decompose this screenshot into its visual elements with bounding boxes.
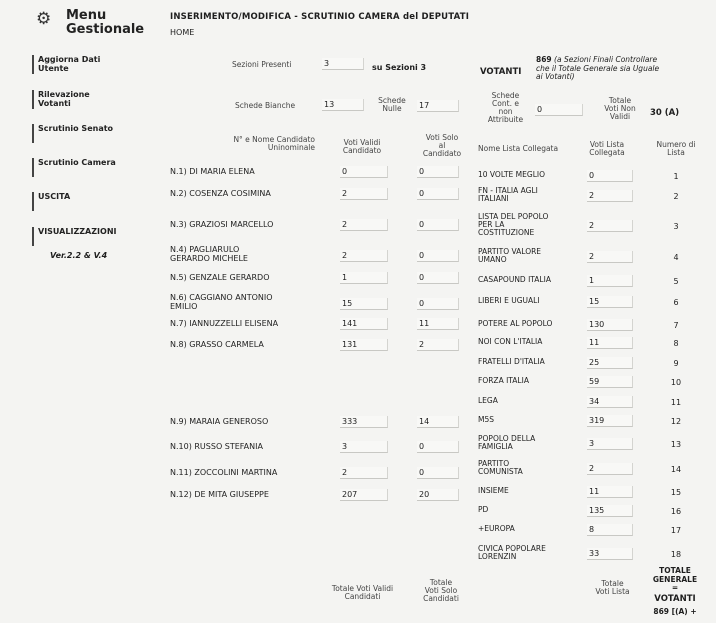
totale-generale-label: TOTALE GENERALE = VOTANTI 869 [(A) + <box>652 566 698 616</box>
col-header-voti-solo: Voti Solo al Candidato <box>422 133 462 158</box>
candidate-name <box>170 245 320 263</box>
candidate-name-line: N.1) DI MARIA ELENA <box>170 167 255 176</box>
voti-solo-field[interactable]: 0 <box>417 219 459 231</box>
numero-lista: 11 <box>670 398 682 407</box>
schede-bianche-field[interactable]: 13 <box>322 99 364 111</box>
list-name <box>478 545 583 561</box>
voti-lista-field[interactable]: 0 <box>587 170 633 182</box>
numero-lista: 14 <box>670 465 682 474</box>
numero-lista: 3 <box>673 222 679 231</box>
voti-validi-field[interactable]: 3 <box>340 441 388 453</box>
candidate-name <box>170 468 320 477</box>
voti-lista-field[interactable]: 2 <box>587 190 633 202</box>
list-name-line: PARTITO VALORE <box>478 247 542 256</box>
candidate-name-line: N.2) COSENZA COSIMINA <box>170 189 271 198</box>
list-name <box>478 435 583 451</box>
candidate-name <box>170 189 320 198</box>
list-name-line: PD <box>478 505 489 514</box>
numero-lista: 16 <box>670 507 682 516</box>
sidebar-item-scrutinio-senato[interactable]: Scrutinio Senato <box>38 124 113 133</box>
schede-nulle-field[interactable]: 17 <box>417 100 459 112</box>
numero-lista: 5 <box>673 277 679 286</box>
voti-validi-field[interactable]: 1 <box>340 272 388 284</box>
voti-lista-field[interactable]: 33 <box>587 548 633 560</box>
voti-validi-field[interactable]: 131 <box>340 339 388 351</box>
voti-solo-field[interactable]: 2 <box>417 339 459 351</box>
voti-lista-field[interactable]: 1 <box>587 275 633 287</box>
candidate-name-line: N.11) ZOCCOLINI MARTINA <box>170 468 278 477</box>
list-name-line: M5S <box>478 415 495 424</box>
numero-lista: 1 <box>673 172 679 181</box>
list-name-line: FN - ITALIA AGLI <box>478 186 538 195</box>
schede-bianche-label: Schede Bianche <box>235 101 296 110</box>
candidate-name <box>170 273 320 282</box>
numero-lista: 2 <box>673 192 679 201</box>
votanti-label: VOTANTI <box>480 67 522 77</box>
voti-solo-field[interactable]: 0 <box>417 298 459 310</box>
list-name-line: LORENZIN <box>478 552 517 561</box>
voti-lista-field[interactable]: 34 <box>587 396 633 408</box>
candidate-name-line: N.9) MARAIA GENEROSO <box>170 417 269 426</box>
page-title: INSERIMENTO/MODIFICA - SCRUTINIO CAMERA del DEPUTATI <box>170 12 470 22</box>
voti-lista-field[interactable]: 8 <box>587 524 633 536</box>
list-name <box>478 416 583 424</box>
sidebar-marker <box>32 55 34 74</box>
sidebar-item-aggiorna-dati[interactable]: Aggiorna Dati Utente <box>38 55 100 73</box>
list-name-line: CIVICA POPOLARE <box>478 544 546 553</box>
voti-validi-field[interactable]: 0 <box>340 166 388 178</box>
voti-lista-field[interactable]: 15 <box>587 296 633 308</box>
numero-lista: 9 <box>673 359 679 368</box>
sezioni-presenti-label: Sezioni Presenti <box>232 60 292 69</box>
candidate-name-line: N.3) GRAZIOSI MARCELLO <box>170 220 274 229</box>
list-name <box>478 487 583 495</box>
numero-lista: 12 <box>670 417 682 426</box>
list-name <box>478 297 583 305</box>
voti-validi-field[interactable]: 333 <box>340 416 388 428</box>
voti-validi-field[interactable]: 2 <box>340 467 388 479</box>
sidebar-marker <box>32 192 34 211</box>
totale-voti-non-validi-value: 30 (A) <box>650 108 680 118</box>
numero-lista: 18 <box>670 550 682 559</box>
voti-validi-field[interactable]: 2 <box>340 250 388 262</box>
numero-lista: 7 <box>673 321 679 330</box>
home-link[interactable]: HOME <box>170 28 195 37</box>
schede-nulle-label: Schede Nulle <box>378 96 406 113</box>
list-name <box>478 338 583 346</box>
version-label: Ver.2.2 & V.4 <box>50 251 108 260</box>
numero-lista: 17 <box>670 526 682 535</box>
list-name-line: COSTITUZIONE <box>478 228 535 237</box>
voti-validi-field[interactable]: 2 <box>340 188 388 200</box>
voti-solo-field[interactable]: 0 <box>417 188 459 200</box>
voti-solo-field[interactable]: 20 <box>417 489 459 501</box>
list-name <box>478 171 583 179</box>
numero-lista: 6 <box>673 298 679 307</box>
sidebar-item-rilevazione-votanti[interactable]: Rilevazione Votanti <box>38 90 90 108</box>
list-name <box>478 397 583 405</box>
menu-title: Menu Gestionale <box>66 8 145 37</box>
list-name-line: CASAPOUND ITALIA <box>478 275 551 284</box>
numero-lista: 8 <box>673 339 679 348</box>
voti-validi-field[interactable]: 15 <box>340 298 388 310</box>
list-name <box>478 506 583 514</box>
list-name-line: POTERE AL POPOLO <box>478 319 553 328</box>
list-name-line: INSIEME <box>478 486 509 495</box>
voti-validi-field[interactable]: 141 <box>340 318 388 330</box>
voti-solo-field[interactable]: 14 <box>417 416 459 428</box>
schede-cont-label: Schede Cont. e non Attribuite <box>487 91 524 124</box>
candidate-name <box>170 417 320 426</box>
voti-validi-field[interactable]: 207 <box>340 489 388 501</box>
list-name-line: LEGA <box>478 396 498 405</box>
list-name-line: FORZA ITALIA <box>478 376 529 385</box>
candidate-name <box>170 442 320 451</box>
list-name <box>478 525 583 533</box>
voti-lista-field[interactable]: 319 <box>587 415 633 427</box>
voti-lista-field[interactable]: 135 <box>587 505 633 517</box>
list-name <box>478 213 583 237</box>
list-name <box>478 187 583 203</box>
list-name <box>478 320 583 328</box>
candidate-name-line: N.12) DE MITA GIUSEPPE <box>170 490 269 499</box>
voti-lista-field[interactable]: 11 <box>587 486 633 498</box>
candidate-name <box>170 490 320 499</box>
numero-lista: 15 <box>670 488 682 497</box>
voti-lista-field[interactable]: 2 <box>587 220 633 232</box>
su-sezioni-label: su Sezioni 3 <box>372 63 427 72</box>
list-name-line: PARTITO <box>478 459 510 468</box>
candidate-name <box>170 220 320 229</box>
list-name-line: PER LA <box>478 220 505 229</box>
candidate-name <box>170 340 320 349</box>
sidebar <box>0 0 162 623</box>
votanti-note: 869 (a Sezioni Finali Controllare che il Totale Generale sia Uguale ai Votanti) <box>536 55 660 81</box>
totale-voti-non-validi-label: Totale Voti Non Validi <box>604 96 636 121</box>
list-name-line: UMANO <box>478 255 507 264</box>
candidate-name-line: GERARDO MICHELE <box>170 254 248 263</box>
voti-lista-field[interactable]: 130 <box>587 319 633 331</box>
list-name-line: ITALIANI <box>478 194 509 203</box>
candidate-name-line: N.6) CAGGIANO ANTONIO <box>170 293 273 302</box>
candidate-name-line: N.5) GENZALE GERARDO <box>170 273 270 282</box>
voti-solo-field[interactable]: 0 <box>417 272 459 284</box>
list-name-line: LISTA DEL POPOLO <box>478 212 549 221</box>
candidate-name-line: N.10) RUSSO STEFANIA <box>170 442 263 451</box>
sidebar-marker <box>32 158 34 177</box>
totale-voti-lista-label: Totale Voti Lista <box>595 579 630 596</box>
voti-lista-field[interactable]: 59 <box>587 376 633 388</box>
list-name-line: 10 VOLTE MEGLIO <box>478 170 545 179</box>
col-header-nome-lista: Nome Lista Collegata <box>478 144 559 153</box>
candidate-name <box>170 293 320 311</box>
col-header-voti-validi: Voti Validi Candidato <box>342 138 382 155</box>
list-name <box>478 248 583 264</box>
list-name-line: POPOLO DELLA <box>478 434 536 443</box>
voti-lista-field[interactable]: 25 <box>587 357 633 369</box>
list-name-line: FRATELLI D'ITALIA <box>478 357 545 366</box>
sidebar-item-scrutinio-camera[interactable]: Scrutinio Camera <box>38 158 116 167</box>
list-name-line: +EUROPA <box>478 524 515 533</box>
totale-voti-validi-label: Totale Voti Validi Candidati <box>331 584 394 601</box>
list-name <box>478 358 583 366</box>
col-header-candidato: N° e Nome Candidato Uninominale <box>233 135 315 152</box>
candidate-name-line: N.8) GRASSO CARMELA <box>170 340 264 349</box>
candidate-name <box>170 167 320 176</box>
list-name-line: NOI CON L'ITALIA <box>478 337 543 346</box>
sidebar-marker <box>32 227 34 246</box>
sezioni-presenti-field[interactable]: 3 <box>322 58 364 70</box>
voti-solo-field[interactable]: 0 <box>417 166 459 178</box>
candidate-name-line: N.4) PAGLIARULO <box>170 245 240 254</box>
voti-lista-field[interactable]: 3 <box>587 438 633 450</box>
sidebar-item-visualizzazioni[interactable]: VISUALIZZAZIONI <box>38 227 117 236</box>
sidebar-marker <box>32 124 34 143</box>
col-header-voti-lista: Voti Lista Collegata <box>589 140 625 157</box>
list-name <box>478 276 583 284</box>
gear-icon: ⚙ <box>36 9 52 29</box>
candidate-name-line: N.7) IANNUZZELLI ELISENA <box>170 319 279 328</box>
numero-lista: 13 <box>670 440 682 449</box>
candidate-name <box>170 319 320 328</box>
voti-lista-field[interactable]: 2 <box>587 251 633 263</box>
list-name-line: LIBERI E UGUALI <box>478 296 540 305</box>
voti-solo-field[interactable]: 11 <box>417 318 459 330</box>
voti-lista-field[interactable]: 2 <box>587 463 633 475</box>
list-name <box>478 377 583 385</box>
voti-solo-field[interactable]: 0 <box>417 441 459 453</box>
list-name-line: FAMIGLIA <box>478 442 513 451</box>
candidate-name-line: EMILIO <box>170 302 198 311</box>
numero-lista: 10 <box>670 378 682 387</box>
schede-cont-field[interactable]: 0 <box>535 104 583 116</box>
sidebar-marker <box>32 90 34 109</box>
sidebar-item-uscita[interactable]: USCITA <box>38 192 70 201</box>
voti-validi-field[interactable]: 2 <box>340 219 388 231</box>
voti-lista-field[interactable]: 11 <box>587 337 633 349</box>
col-header-numero-lista: Numero di Lista <box>656 140 696 157</box>
voti-solo-field[interactable]: 0 <box>417 250 459 262</box>
voti-solo-field[interactable]: 0 <box>417 467 459 479</box>
totale-voti-solo-label: Totale Voti Solo Candidati <box>423 578 459 603</box>
list-name-line: COMUNISTA <box>478 467 523 476</box>
list-name <box>478 460 583 476</box>
numero-lista: 4 <box>673 253 679 262</box>
